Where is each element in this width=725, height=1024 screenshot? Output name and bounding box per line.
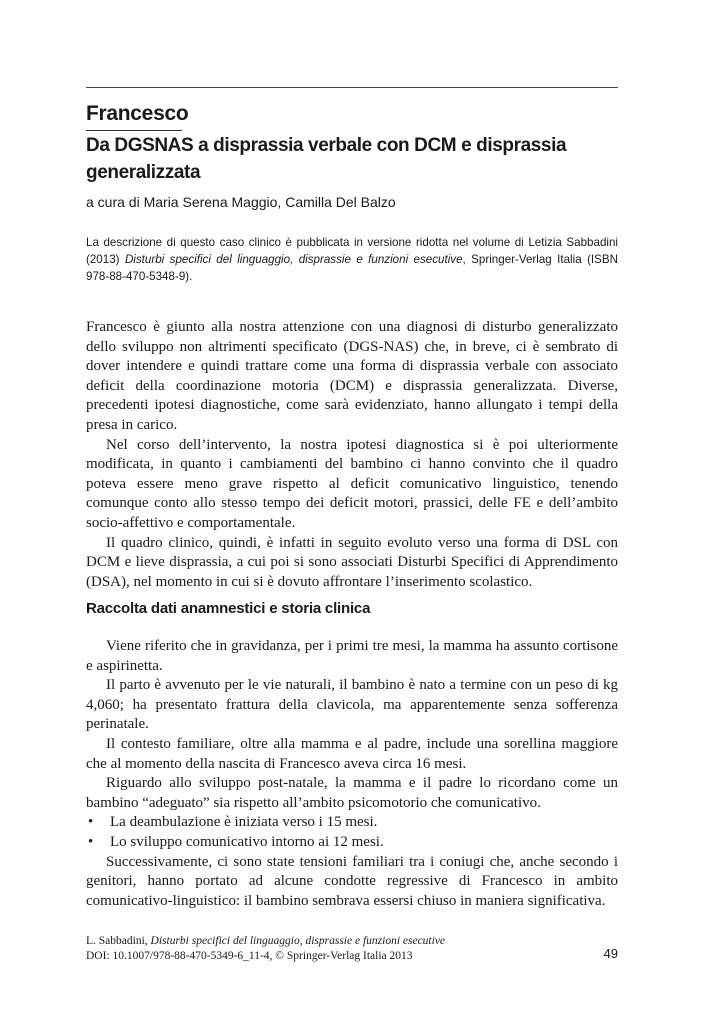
intro-paragraph: Francesco è giunto alla nostra attenzione con una diagnosi di disturbo generalizzato dello sviluppo non altrimenti specificato (DGS-NAS) che, in breve, ci è sembrato di dover intendere e quindi trattare come una forma di disprassia verbale con associato deficit della coordinazione motoria (DCM) e disprassia generalizzata. Diverse, precedenti ipotesi diagnostiche, come sarà evidenziato, hanno allungato i tempi della presa in carico. [86, 319, 618, 433]
chapter-title: Francesco [86, 102, 189, 125]
list-item: • Lo sviluppo comunicativo intorno ai 12 mesi. [86, 833, 618, 853]
section-paragraph: Successivamente, ci sono state tensioni familiari tra i coniugi che, anche secondo i genitori, hanno portato ad alcune condotte regressive di Francesco in ambito comunicativo-linguistico: il bambino sembrava essersi chiuso in maniera significativa. [86, 853, 618, 909]
title-underline [86, 130, 182, 131]
footer-author: L. Sabbadini, [86, 935, 151, 947]
note-suffix: , Springer-Verlag Italia (ISBN 978-88-470-5348-9). [86, 253, 618, 283]
note-prefix: La descrizione di questo caso clinico è pubblicata in versione ridotta nel volume di Letizia Sabbadini (2013) [86, 236, 618, 266]
top-rule [86, 87, 618, 88]
list-item: • La deambulazione è iniziata verso i 15 mesi. [86, 813, 618, 833]
publication-note [86, 234, 618, 285]
footer-doi: DOI: 10.1007/978-88-470-5349-6_11-4, © Springer-Verlag Italia 2013 [86, 950, 413, 962]
intro-paragraph: Nel corso dell’intervento, la nostra ipotesi diagnostica si è poi ulteriormente modificata, in quanto i cambiamenti del bambino ci hanno convinto che il quadro poteva essere meno grave rispetto al deficit comunicativo linguistico, tenendo comunque conto allo stesso tempo dei deficit motori, prassici, delle FE e dell’ambito socio-affettivo e comportamentale. [86, 436, 618, 531]
footer-book-title: Disturbi specifici del linguaggio, disprassie e funzioni esecutive [150, 935, 446, 947]
anamnesis-section [86, 637, 618, 911]
chapter-subtitle: Da DGSNAS a disprassia verbale con DCM e disprassia generalizzata [86, 135, 567, 183]
section-paragraph: Il parto è avvenuto per le vie naturali, il bambino è nato a termine con un peso di kg 4,060; ha presentato frattura della clavicola, ma apparentemente senza sofferenza perinatale. [86, 677, 618, 733]
page-number: 49 [603, 946, 618, 961]
page-footer [86, 934, 618, 964]
intro-section [86, 318, 618, 592]
section-paragraph: Il contesto familiare, oltre alla mamma e al padre, include una sorellina maggiore che al momento della nascita di Francesco aveva circa 16 mesi. [86, 735, 618, 772]
milestone-list [86, 813, 618, 852]
note-book-title: Disturbi specifici del linguaggio, disprassie e funzioni esecutive [124, 253, 463, 266]
section-paragraph: Viene riferito che in gravidanza, per i primi tre mesi, la mamma ha assunto cortisone e aspirinetta. [86, 638, 618, 674]
chapter-editors: a cura di Maria Serena Maggio, Camilla Del Balzo [86, 194, 396, 210]
intro-paragraph: Il quadro clinico, quindi, è infatti in seguito evoluto verso una forma di DSL con DCM e lieve disprassia, a cui poi si sono associati Disturbi Specifici di Apprendimento (DSA), nel momento in cui si è dovuto affrontare l’inserimento scolastico. [86, 534, 618, 590]
footer-citation [86, 934, 618, 949]
section-heading: Raccolta dati anamnestici e storia clinica [86, 600, 371, 617]
section-paragraph: Riguardo allo sviluppo post-natale, la mamma e il padre lo ricordano come un bambino “adeguato” sia rispetto all’ambito psicomotorio che comunicativo. [86, 775, 618, 811]
